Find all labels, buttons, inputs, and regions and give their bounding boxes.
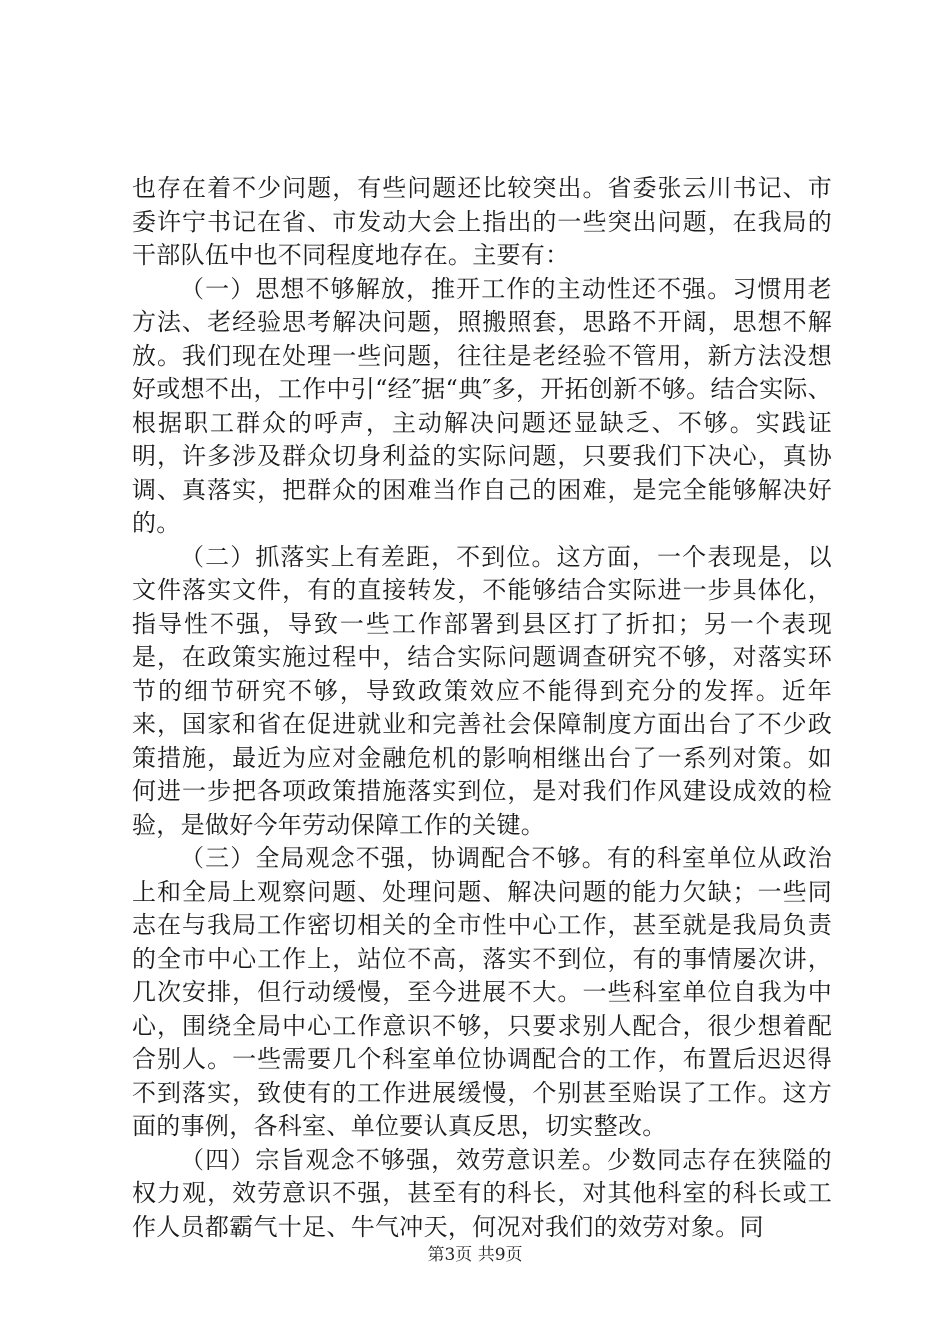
- paragraph-section-2: （二）抓落实上有差距，不到位。这方面，一个表现是，以文件落实文件，有的直接转发，不能够结合实际进一步具体化，指导性不强，导致一些工作部署到县区打了折扣；另一个表现是，在政策实施过程中，结合实际问题调查研究不够，对落实环节的细节研究不够，导致政策效应不能得到充分的发挥。近年来，国家和省在促进就业和完善社会保障制度方面出台了不少政策措施，最近为应对金融危机的影响相继出台了一系列对策。如何进一步把各项政策措施落实到位，是对我们作风建设成效的检验，是做好今年劳动保障工作的关键。: [132, 542, 832, 839]
- paragraph-section-1: （一）思想不够解放，推开工作的主动性还不强。习惯用老方法、老经验思考解决问题，照搬照套，思路不开阔，思想不解放。我们现在处理一些问题，往往是老经验不管用，新方法没想好或想不出，工作中引“经″据“典″多，开拓创新不够。结合实际、根据职工群众的呼声，主动解决问题还显缺乏、不够。实践证明，许多涉及群众切身利益的实际问题，只要我们下决心，真协调、真落实，把群众的困难当作自己的困难，是完全能够解决好的。: [132, 274, 832, 537]
- paragraph-continuation: 也存在着不少问题，有些问题还比较突出。省委张云川书记、市委许宁书记在省、市发动大会上指出的一些突出问题，在我局的干部队伍中也不同程度地存在。主要有：: [132, 174, 832, 269]
- paragraph-section-3: （三）全局观念不强，协调配合不够。有的科室单位从政治上和全局上观察问题、处理问题、解决问题的能力欠缺；一些同志在与我局工作密切相关的全市性中心工作，甚至就是我局负责的全市中心工作上，站位不高，落实不到位，有的事情屡次讲，几次安排，但行动缓慢，至今进展不大。一些科室单位自我为中心，围绕全局中心工作意识不够，只要求别人配合，很少想着配合别人。一些需要几个科室单位协调配合的工作，布置后迟迟得不到落实，致使有的工作进展缓慢，个别甚至贻误了工作。这方面的事例，各科室、单位要认真反思，切实整改。: [132, 844, 832, 1140]
- page-footer: 第3页 共9页: [427, 1245, 523, 1265]
- paragraph-section-4: （四）宗旨观念不够强，效劳意识差。少数同志存在狭隘的权力观，效劳意识不强，甚至有的科长，对其他科室的科长或工作人员都霸气十足、牛气冲天，何况对我们的效劳对象。同: [132, 1145, 832, 1241]
- document-body: [132, 172, 832, 1244]
